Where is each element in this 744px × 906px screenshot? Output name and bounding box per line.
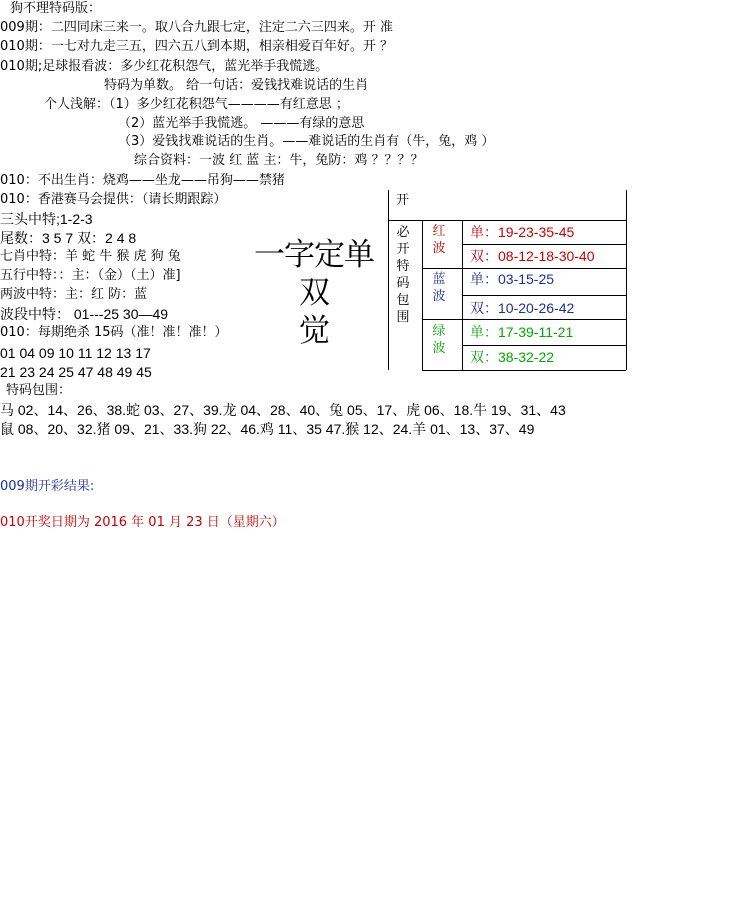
blue-odd-row: 单：03-15-25 [470, 271, 555, 287]
line-interpretation-2: （2）蓝光举手我慌逃。 ———有绿的意思 [118, 116, 365, 131]
line-tail-numbers: 尾数：3 5 7 双：2 4 8 [0, 230, 137, 246]
green-odd-row: 单：17-39-11-21 [470, 324, 574, 340]
red-wave-label: 红波 [432, 224, 446, 256]
table-row-divider-3 [462, 345, 626, 346]
line-interpretation-1: 个人浅解：（1）多少红花积怨气————有红意思 ； [44, 97, 349, 112]
line-jockey-club: 010：香港赛马会提供：（请长期跟踪） [0, 192, 227, 207]
table-bottom-border [422, 370, 626, 371]
line-zodiac-numbers-2: 鼠 08、20、32.猪 09、21、33.狗 22、46.鸡 11、35 47.猴 12、24.羊 01、13、37、49 [0, 421, 535, 437]
big-headline-line2: 觉 [299, 313, 329, 349]
table-row-divider-2 [462, 295, 626, 296]
line-five-elements: 五行中特：：主：（金）（土）准] [0, 268, 181, 283]
green-even-row: 双：38-32-22 [470, 349, 555, 365]
table-group-divider-1 [422, 268, 626, 269]
line-special-odd: 特码为单数。 给一句话：爱钱找难说话的生肖 [104, 78, 369, 93]
red-odd-row: 单：19-23-35-45 [470, 224, 575, 240]
table-right-border [626, 190, 627, 370]
table-group-divider-2 [422, 319, 626, 320]
line-no-zodiac: 010：不出生肖：烧鸡——坐龙——吊狗——禁猪 [0, 173, 285, 188]
line-seven-zodiac: 七肖中特：羊 蛇 牛 猴 虎 狗 兔 [0, 249, 181, 264]
blue-wave-label: 蓝波 [432, 272, 446, 304]
line-special-surround: 特码包围： [6, 383, 72, 398]
prev-result-link[interactable]: 009期开彩结果: [0, 479, 95, 494]
line-three-heads: 三头中特;1-2-3 [0, 211, 93, 227]
red-even-row: 双：08-12-18-30-40 [470, 248, 595, 264]
big-headline [254, 236, 374, 350]
table-head: 开 [396, 193, 410, 208]
line-numbers-1: 01 04 09 10 11 12 13 17 [0, 345, 151, 361]
blue-even-row: 双：10-20-26-42 [470, 300, 575, 316]
table-left-border [388, 190, 389, 370]
line-kill-15: 010：每期绝杀 15码（准！准！准！） [0, 325, 228, 340]
page-title: 狗不理特码版： [10, 1, 102, 16]
green-wave-label: 绿波 [432, 324, 446, 356]
line-interpretation-3: （3）爱钱找难说话的生肖。——难说话的生肖有（牛，兔，鸡 ） [118, 134, 495, 149]
table-side-label: 必开特码包围 [396, 225, 410, 325]
line-two-waves: 两波中特：主：红 防：蓝 [0, 287, 148, 302]
line-numbers-2: 21 23 24 25 47 48 49 45 [0, 364, 152, 380]
table-row-divider-1 [462, 244, 626, 245]
big-headline-line1: 一字定单双 [254, 237, 374, 311]
line-summary: 综合资料：一波 红 蓝 主：牛，兔防：鸡 ？？？？ [134, 153, 424, 168]
line-wave-range: 波段中特： 01---25 30—49 [0, 306, 169, 322]
line-009-prediction: 009期：二四同床三来一。取八合九跟七定，注定二六三四来。开 准 [0, 20, 393, 35]
table-head-divider [388, 220, 626, 221]
line-football-report: 010期;足球报看波：多少红花积怨气，蓝光举手我慌逃。 [0, 59, 329, 74]
next-draw-date: 010开奖日期为 2016 年 01 月 23 日（星期六） [0, 515, 285, 530]
table-col-divider-1 [422, 220, 423, 370]
line-zodiac-numbers-1: 马 02、14、26、38.蛇 03、27、39.龙 04、28、40、兔 05、17、虎 06、18.牛 19、31、43 [0, 402, 566, 418]
line-010-prediction: 010期：一七对九走三五，四六五八到本期，相亲相爱百年好。开 ？ [0, 39, 393, 54]
